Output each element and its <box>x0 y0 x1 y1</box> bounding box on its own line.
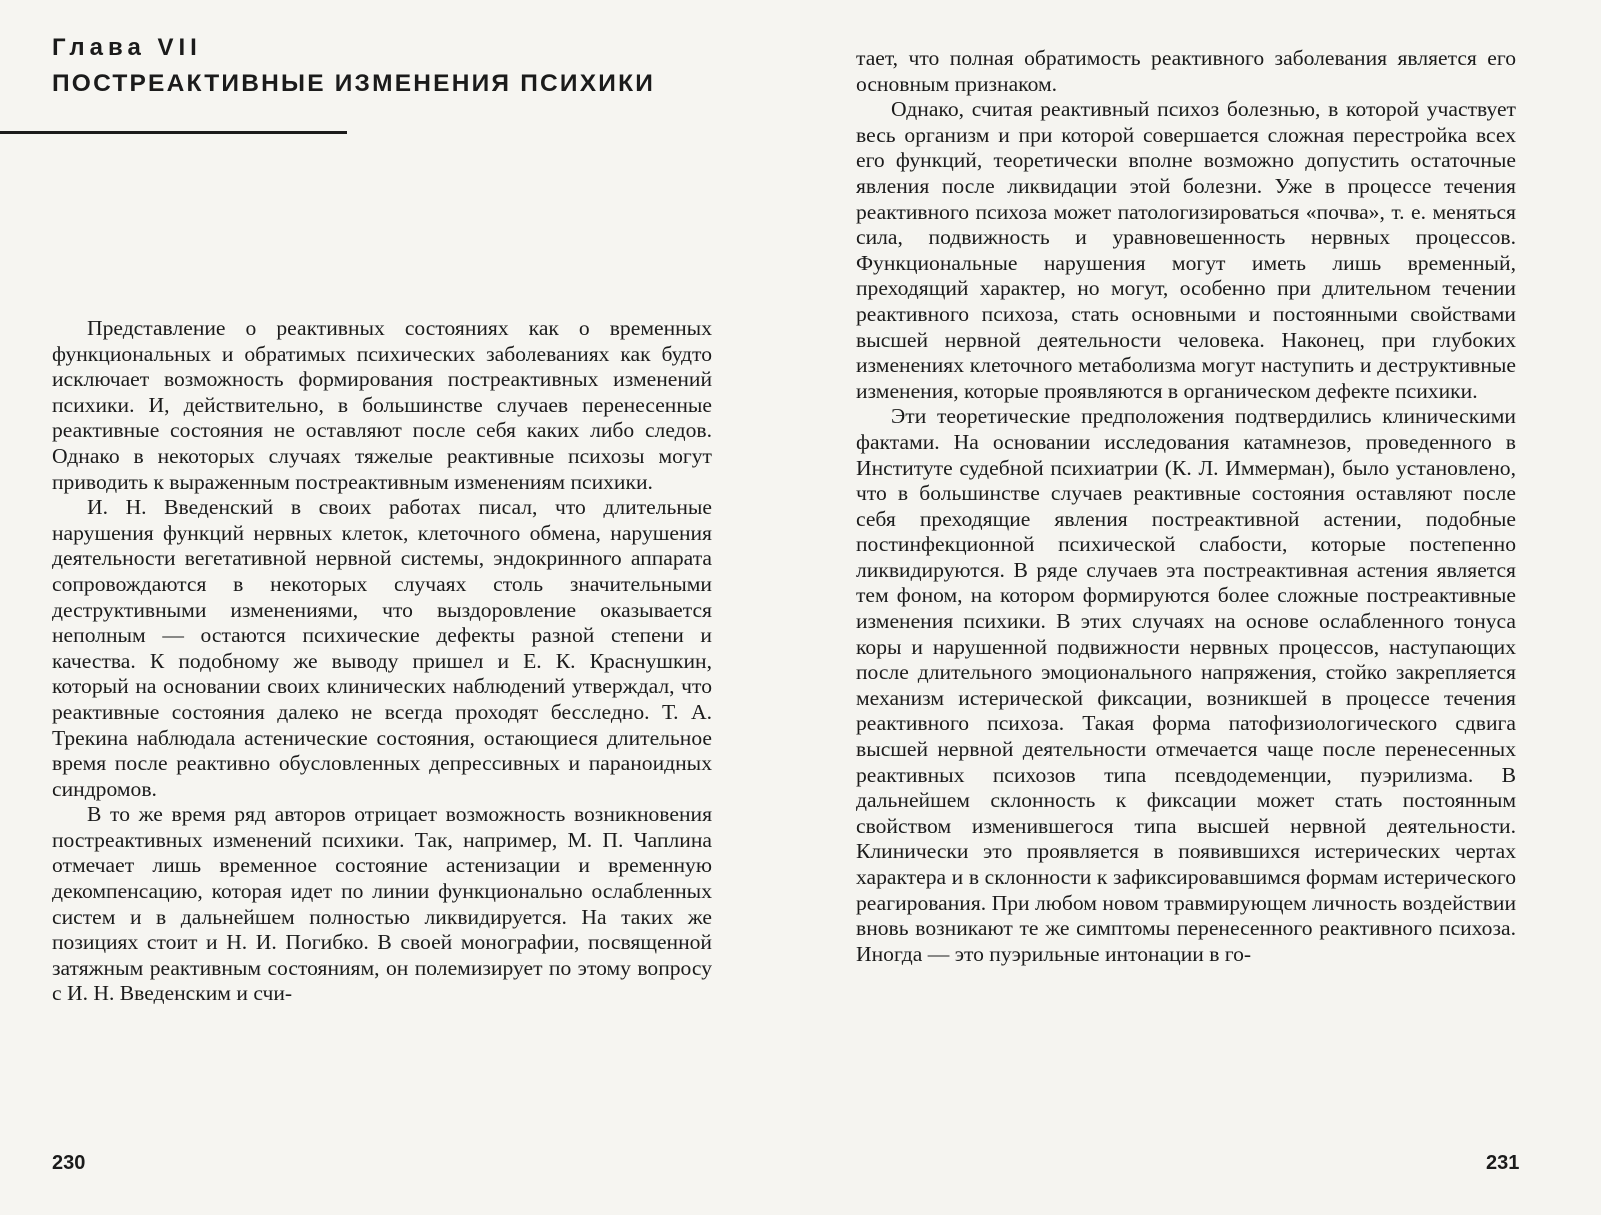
chapter-label: Глава VII <box>52 34 202 61</box>
right-page <box>800 0 1601 1215</box>
paragraph: И. Н. Введенский в своих работах писал, что длительные нарушения функций нервных клеток, клеточного обмена, нарушения деятельности вегетативной нервной системы, эндокринного аппарата сопровождаются в некоторых случаях столь значительными деструктивными изменениями, что выздоровление оказывается неполным — остаются психические дефекты разной степени и качества. К подобному же выводу пришел и Е. К. Краснушкин, который на основании своих клинических наблюдений утверждал, что реактивные состояния далеко не всегда проходят бесследно. Т. А. Трекина наблюдала астенические состояния, остающиеся длительное время после реактивно обусловленных депрессивных и параноидных синдромов. <box>52 495 712 801</box>
right-page-body <box>856 46 1516 1136</box>
chapter-title: ПОСТРЕАКТИВНЫЕ ИЗМЕНЕНИЯ ПСИХИКИ <box>52 70 656 97</box>
paragraph: В то же время ряд авторов отрицает возможность возникновения постреактивных изменений психики. Так, например, М. П. Чаплина отмечает лишь временное состояние астенизации и временную декомпенсацию, которая идет по линии функционально ослабленных систем и в дальнейшем полностью ликвидируется. На таких же позициях стоит и Н. И. Погибко. В своей монографии, посвященной затяжным реактивным состояниям, он полемизирует по этому вопросу с И. Н. Введенским и счи- <box>52 802 712 1006</box>
title-rule <box>0 131 347 134</box>
paragraph: Представление о реактивных состояниях как о временных функциональных и обратимых психических заболеваниях как будто исключает возможность формирования постреактивных изменений психики. И, действительно, в большинстве случаев перенесенные реактивные состояния не оставляют после себя каких либо следов. Однако в некоторых случаях тяжелые реактивные психозы могут приводить к выраженным постреактивным изменениям психики. <box>52 316 712 494</box>
paragraph: тает, что полная обратимость реактивного заболевания является его основным признаком. <box>856 46 1516 96</box>
page-number-right: 231 <box>1486 1152 1520 1174</box>
paragraph: Эти теоретические предположения подтвердились клиническими фактами. На основании исследования катамнезов, проведенного в Институте судебной психиатрии (К. Л. Иммерман), было установлено, что в большинстве случаев реактивные состояния оставляют после себя преходящие явления постреактивной астении, подобные постинфекционной психической слабости, которые постепенно ликвидируются. В ряде случаев эта постреактивная астения является тем фоном, на котором формируются более сложные постреактивные изменения психики. В этих случаях на основе ослабленного тонуса коры и нарушенной подвижности нервных процессов, наступающих после длительного эмоционального напряжения, стойко закрепляется механизм истерической фиксации, возникшей в процессе течения реактивного психоза. Такая форма патофизиологического сдвига высшей нервной деятельности отмечается чаще после перенесенных реактивных психозов типа псевдодеменции, пуэрилизма. В дальнейшем склонность к фиксации может стать постоянным свойством изменившегося типа высшей нервной деятельности. Клинически это проявляется в появившихся истерических чертах характера и в склонности к зафиксировавшимся формам истерического реагирования. При любом новом травмирующем личность воздействии вновь возникают те же симптомы перенесенного реактивного психоза. Иногда — это пуэрильные интонации в го- <box>856 404 1516 966</box>
paragraph: Однако, считая реактивный психоз болезнью, в которой участвует весь организм и при которой совершается сложная перестройка всех его функций, теоретически вполне возможно допустить остаточные явления после ликвидации этой болезни. Уже в процессе течения реактивного психоза может патологизироваться «почва», т. е. меняться сила, подвижность и уравновешенность нервных процессов. Функциональные нарушения могут иметь лишь временный, преходящий характер, но могут, особенно при длительном течении реактивного психоза, стать основными и постоянными свойствами высшей нервной деятельности человека. Наконец, при глубоких изменениях клеточного метаболизма могут наступить и деструктивные изменения, которые проявляются в органическом дефекте психики. <box>856 97 1516 403</box>
page-number-left: 230 <box>52 1152 86 1174</box>
left-page <box>0 0 800 1215</box>
left-page-body <box>52 316 712 1126</box>
